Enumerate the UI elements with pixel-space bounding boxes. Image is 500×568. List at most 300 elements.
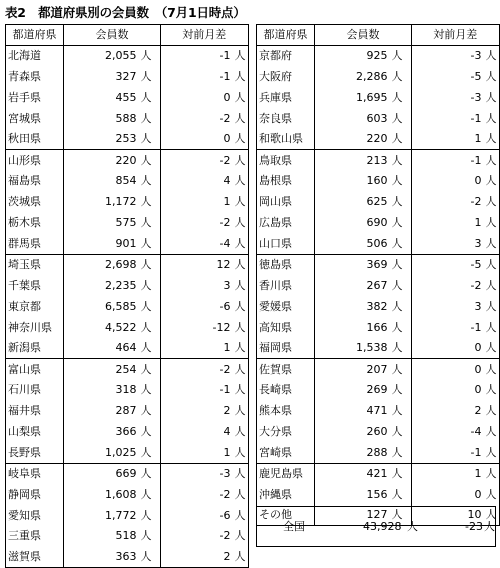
- table-row: [6, 484, 249, 505]
- member-count-cell: 267: [366, 278, 388, 292]
- month-diff-cell: -2: [219, 111, 231, 125]
- member-count-cell: 160: [366, 174, 388, 188]
- diff-unit-cell: 人: [485, 174, 497, 188]
- diff-unit-cell: 人: [484, 338, 500, 359]
- month-diff-cell: -2: [470, 195, 482, 209]
- diff-unit-cell: 人: [233, 442, 249, 463]
- member-count-cell: 269: [366, 383, 388, 397]
- prefecture-cell: 栃木県: [6, 213, 64, 234]
- month-diff-cell: -3: [470, 49, 482, 63]
- member-count-cell: 220: [115, 153, 137, 167]
- table-row: [6, 234, 249, 255]
- count-unit-cell: 人: [139, 192, 161, 213]
- count-unit-cell: 人: [139, 66, 161, 87]
- month-diff-cell: -6: [219, 299, 231, 313]
- total-diff: -23: [465, 520, 483, 533]
- header-prefecture: 都道府県: [6, 25, 64, 46]
- month-diff-cell: -1: [470, 111, 482, 125]
- member-count-cell: 6,585: [105, 299, 137, 313]
- member-count-cell: 625: [366, 195, 388, 209]
- diff-unit-cell: 人: [233, 234, 249, 255]
- diff-unit-cell: 人: [234, 508, 246, 522]
- member-count-cell: 288: [315, 442, 390, 463]
- header-member-count: 会員数: [315, 25, 412, 46]
- table-row: [6, 401, 249, 422]
- count-unit-cell: 人: [139, 150, 161, 171]
- prefecture-cell: 千葉県: [6, 275, 64, 296]
- count-unit-cell: 人: [390, 422, 412, 443]
- member-count-cell: 127: [366, 508, 388, 522]
- count-unit-cell: 人: [390, 234, 412, 255]
- diff-unit-cell: 人: [234, 258, 246, 272]
- prefecture-cell: 大阪府: [257, 66, 315, 87]
- table-row: [257, 484, 500, 505]
- prefecture-cell: 岐阜県: [6, 463, 64, 484]
- table-row: [257, 171, 500, 192]
- diff-unit-cell: 人: [485, 216, 497, 230]
- member-count-cell: 464: [64, 338, 139, 359]
- table-row: [257, 46, 500, 67]
- member-count-cell: 366: [115, 424, 137, 438]
- diff-unit-cell: 人: [485, 487, 497, 501]
- table-row: [6, 296, 249, 317]
- count-unit-cell: 人: [390, 338, 412, 359]
- count-unit-cell: 人: [139, 46, 161, 67]
- count-unit-cell: 人: [390, 150, 412, 171]
- diff-unit-cell: 人: [485, 383, 497, 397]
- diff-unit-cell: 人: [234, 529, 246, 543]
- table-row: [257, 317, 500, 338]
- count-unit-cell: 人: [390, 129, 412, 150]
- month-diff-cell: 1: [412, 129, 484, 150]
- prefecture-cell: 山梨県: [6, 422, 64, 443]
- month-diff-cell: -2: [219, 362, 231, 376]
- prefecture-cell: 岡山県: [257, 192, 315, 213]
- total-diff-unit: 人: [484, 520, 495, 533]
- header-month-diff: 対前月差: [412, 25, 500, 46]
- table-row: [257, 87, 500, 108]
- prefecture-cell: 広島県: [257, 213, 315, 234]
- member-count-cell: 588: [115, 111, 137, 125]
- member-count-cell: 690: [366, 216, 388, 230]
- month-diff-cell: 4: [223, 174, 231, 188]
- prefecture-cell: 埼玉県: [6, 254, 64, 275]
- member-count-cell: 382: [366, 299, 388, 313]
- member-count-cell: 471: [366, 404, 388, 418]
- table-row: [6, 108, 249, 129]
- table-row: [257, 442, 500, 463]
- national-total-box: [256, 506, 496, 547]
- member-count-cell: 1,025: [64, 442, 139, 463]
- table-row: [6, 422, 249, 443]
- table-row: [6, 547, 249, 568]
- table-row: [6, 254, 249, 275]
- prefecture-cell: 高知県: [257, 317, 315, 338]
- table-title: 表2 都道府県別の会員数 （7月1日時点）: [5, 5, 246, 20]
- diff-unit-cell: 人: [234, 174, 246, 188]
- month-diff-cell: -1: [219, 49, 231, 63]
- count-unit-cell: 人: [390, 213, 412, 234]
- diff-unit-cell: 人: [485, 195, 497, 209]
- member-count-cell: 260: [366, 424, 388, 438]
- prefecture-cell: 北海道: [6, 46, 64, 67]
- month-diff-cell: 0: [474, 362, 482, 376]
- count-unit-cell: 人: [390, 192, 412, 213]
- prefecture-cell: 愛知県: [6, 505, 64, 526]
- prefecture-cell: 大分県: [257, 422, 315, 443]
- count-unit-cell: 人: [390, 171, 412, 192]
- table-row: [257, 66, 500, 87]
- member-count-cell: 575: [115, 216, 137, 230]
- table-row: [6, 150, 249, 171]
- diff-unit-cell: 人: [485, 69, 497, 83]
- month-diff-cell: -2: [219, 216, 231, 230]
- month-diff-cell: -1: [219, 383, 231, 397]
- month-diff-cell: 0: [474, 383, 482, 397]
- member-count-cell: 925: [366, 49, 388, 63]
- diff-unit-cell: 人: [485, 278, 497, 292]
- member-count-cell: 2,286: [356, 69, 388, 83]
- count-unit-cell: 人: [139, 505, 161, 526]
- diff-unit-cell: 人: [233, 129, 249, 150]
- count-unit-cell: 人: [390, 296, 412, 317]
- count-unit-cell: 人: [390, 463, 412, 484]
- month-diff-cell: 1: [474, 467, 482, 480]
- count-unit-cell: 人: [390, 442, 412, 463]
- member-count-cell: 2,235: [105, 278, 137, 292]
- count-unit-cell: 人: [390, 66, 412, 87]
- count-unit-cell: 人: [139, 254, 161, 275]
- prefecture-cell: 富山県: [6, 359, 64, 380]
- prefecture-cell: 兵庫県: [257, 87, 315, 108]
- prefecture-cell: 京都府: [257, 46, 315, 67]
- month-diff-cell: -1: [470, 320, 482, 334]
- diff-unit-cell: 人: [485, 424, 497, 438]
- member-count-cell: 156: [366, 487, 388, 501]
- table-row: [257, 359, 500, 380]
- count-unit-cell: 人: [390, 317, 412, 338]
- member-count-cell: 1,695: [356, 90, 388, 104]
- month-diff-cell: -3: [219, 467, 231, 480]
- diff-unit-cell: 人: [234, 195, 246, 209]
- member-count-cell: 603: [366, 111, 388, 125]
- count-unit-cell: 人: [139, 463, 161, 484]
- member-count-cell: 207: [366, 362, 388, 376]
- member-count-cell: 363: [64, 547, 139, 568]
- count-unit-cell: 人: [139, 275, 161, 296]
- diff-unit-cell: 人: [485, 258, 497, 272]
- header-member-count: 会員数: [64, 25, 161, 46]
- total-count: 43,928: [363, 520, 402, 533]
- diff-unit-cell: 人: [234, 216, 246, 230]
- member-count-cell: 4,522: [105, 320, 137, 334]
- prefecture-cell: 福島県: [6, 171, 64, 192]
- count-unit-cell: 人: [390, 359, 412, 380]
- month-diff-cell: -3: [470, 90, 482, 104]
- prefecture-cell: 石川県: [6, 380, 64, 401]
- diff-unit-cell: 人: [485, 299, 497, 313]
- diff-unit-cell: 人: [234, 320, 246, 334]
- count-unit-cell: 人: [390, 484, 412, 505]
- diff-unit-cell: 人: [485, 153, 497, 167]
- table-row: [6, 192, 249, 213]
- table-row: [257, 422, 500, 443]
- count-unit-cell: 人: [390, 254, 412, 275]
- count-unit-cell: 人: [139, 317, 161, 338]
- prefecture-cell: 福岡県: [257, 338, 315, 359]
- table-row: [6, 66, 249, 87]
- month-diff-cell: 0: [474, 174, 482, 188]
- prefecture-cell: 沖縄県: [257, 484, 315, 505]
- prefecture-cell: 長野県: [6, 442, 64, 463]
- prefecture-cell: 宮城県: [6, 108, 64, 129]
- diff-unit-cell: 人: [485, 49, 497, 63]
- table-row: [6, 442, 249, 463]
- diff-unit-cell: 人: [234, 153, 246, 167]
- table-row: [257, 234, 500, 255]
- diff-unit-cell: 人: [485, 362, 497, 376]
- month-diff-cell: 1: [223, 195, 231, 209]
- table-row: [6, 129, 249, 150]
- prefecture-cell: その他: [257, 505, 315, 526]
- diff-unit-cell: 人: [484, 442, 500, 463]
- month-diff-cell: -4: [470, 424, 482, 438]
- header-prefecture: 都道府県: [257, 25, 315, 46]
- table-row: [257, 254, 500, 275]
- table-row: [6, 317, 249, 338]
- count-unit-cell: 人: [139, 484, 161, 505]
- member-count-cell: 220: [315, 129, 390, 150]
- month-diff-cell: -6: [219, 508, 231, 522]
- diff-unit-cell: 人: [234, 467, 246, 480]
- member-count-cell: 901: [64, 234, 139, 255]
- diff-unit-cell: 人: [234, 383, 246, 397]
- member-count-cell: 318: [115, 383, 137, 397]
- count-unit-cell: 人: [139, 171, 161, 192]
- diff-unit-cell: 人: [234, 299, 246, 313]
- count-unit-cell: 人: [390, 505, 412, 526]
- diff-unit-cell: 人: [234, 487, 246, 501]
- diff-unit-cell: 人: [485, 90, 497, 104]
- month-diff-cell: -1: [470, 153, 482, 167]
- table-row: [257, 108, 500, 129]
- count-unit-cell: 人: [139, 422, 161, 443]
- member-count-cell: 2,055: [105, 49, 137, 63]
- member-count-cell: 1,538: [315, 338, 390, 359]
- member-count-cell: 327: [115, 69, 137, 83]
- table-row: [257, 150, 500, 171]
- month-diff-cell: 1: [474, 216, 482, 230]
- prefecture-cell: 熊本県: [257, 401, 315, 422]
- table-row: [257, 275, 500, 296]
- month-diff-cell: 0: [161, 129, 233, 150]
- prefecture-cell: 鳥取県: [257, 150, 315, 171]
- diff-unit-cell: 人: [485, 404, 497, 418]
- table-row: [257, 296, 500, 317]
- prefecture-cell: 徳島県: [257, 254, 315, 275]
- month-diff-cell: -4: [161, 234, 233, 255]
- prefecture-cell: 宮崎県: [257, 442, 315, 463]
- prefecture-cell: 山形県: [6, 150, 64, 171]
- month-diff-cell: 1: [161, 338, 233, 359]
- prefecture-cell: 鹿児島県: [257, 463, 315, 484]
- diff-unit-cell: 人: [233, 338, 249, 359]
- count-unit-cell: 人: [139, 108, 161, 129]
- month-diff-cell: 3: [412, 234, 484, 255]
- member-count-cell: 287: [115, 404, 137, 418]
- diff-unit-cell: 人: [234, 69, 246, 83]
- member-count-cell: 1,772: [105, 508, 137, 522]
- diff-unit-cell: 人: [234, 111, 246, 125]
- member-count-cell: 369: [366, 258, 388, 272]
- table-row: [6, 463, 249, 484]
- month-diff-cell: 0: [412, 338, 484, 359]
- prefecture-cell: 滋賀県: [6, 547, 64, 568]
- member-count-cell: 506: [315, 234, 390, 255]
- count-unit-cell: 人: [139, 526, 161, 547]
- prefecture-cell: 神奈川県: [6, 317, 64, 338]
- count-unit-cell: 人: [139, 547, 161, 568]
- month-diff-cell: -1: [412, 442, 484, 463]
- prefecture-cell: 山口県: [257, 234, 315, 255]
- month-diff-cell: -12: [212, 320, 231, 334]
- month-diff-cell: -2: [219, 487, 231, 501]
- diff-unit-cell: 人: [234, 278, 246, 292]
- total-count-unit: 人: [407, 520, 418, 533]
- prefecture-cell: 和歌山県: [257, 129, 315, 150]
- month-diff-cell: 12: [216, 258, 231, 272]
- diff-unit-cell: 人: [233, 547, 249, 568]
- table-row: [6, 338, 249, 359]
- month-diff-cell: -1: [219, 69, 231, 83]
- member-count-cell: 254: [115, 362, 137, 376]
- prefecture-cell: 島根県: [257, 171, 315, 192]
- member-count-cell: 421: [366, 467, 388, 480]
- count-unit-cell: 人: [390, 401, 412, 422]
- member-count-cell: 1,608: [105, 487, 137, 501]
- month-diff-cell: -5: [470, 258, 482, 272]
- member-count-cell: 166: [366, 320, 388, 334]
- member-count-cell: 213: [366, 153, 388, 167]
- members-table-right: [256, 24, 500, 526]
- count-unit-cell: 人: [390, 380, 412, 401]
- prefecture-cell: 茨城県: [6, 192, 64, 213]
- table-row: [257, 192, 500, 213]
- member-count-cell: 854: [115, 174, 137, 188]
- month-diff-cell: 2: [474, 404, 482, 418]
- count-unit-cell: 人: [390, 87, 412, 108]
- member-count-cell: 253: [64, 129, 139, 150]
- count-unit-cell: 人: [139, 359, 161, 380]
- diff-unit-cell: 人: [234, 90, 246, 104]
- month-diff-cell: 0: [474, 487, 482, 501]
- total-label: 全国: [283, 520, 305, 533]
- month-diff-cell: 2: [223, 404, 231, 418]
- prefecture-cell: 三重県: [6, 526, 64, 547]
- diff-unit-cell: 人: [234, 49, 246, 63]
- table-row: [257, 380, 500, 401]
- count-unit-cell: 人: [139, 380, 161, 401]
- table-row: [6, 87, 249, 108]
- month-diff-cell: -2: [219, 529, 231, 543]
- count-unit-cell: 人: [139, 338, 161, 359]
- header-month-diff: 対前月差: [161, 25, 249, 46]
- count-unit-cell: 人: [139, 129, 161, 150]
- table-row: [257, 213, 500, 234]
- prefecture-cell: 奈良県: [257, 108, 315, 129]
- count-unit-cell: 人: [139, 87, 161, 108]
- diff-unit-cell: 人: [234, 362, 246, 376]
- prefecture-cell: 東京都: [6, 296, 64, 317]
- month-diff-cell: 1: [161, 442, 233, 463]
- table-row: [6, 505, 249, 526]
- month-diff-cell: -5: [470, 69, 482, 83]
- table-row: [257, 129, 500, 150]
- members-table-left: [5, 24, 249, 568]
- table-row: [257, 401, 500, 422]
- count-unit-cell: 人: [139, 296, 161, 317]
- month-diff-cell: -2: [470, 278, 482, 292]
- prefecture-cell: 静岡県: [6, 484, 64, 505]
- prefecture-cell: 長崎県: [257, 380, 315, 401]
- table-row: [257, 338, 500, 359]
- prefecture-cell: 福井県: [6, 401, 64, 422]
- prefecture-cell: 愛媛県: [257, 296, 315, 317]
- prefecture-cell: 新潟県: [6, 338, 64, 359]
- table-row: [6, 380, 249, 401]
- prefecture-cell: 香川県: [257, 275, 315, 296]
- month-diff-cell: 10: [467, 508, 482, 522]
- diff-unit-cell: 人: [485, 111, 497, 125]
- table-row: [6, 275, 249, 296]
- table-row: [6, 213, 249, 234]
- month-diff-cell: 4: [223, 424, 231, 438]
- diff-unit-cell: 人: [485, 320, 497, 334]
- prefecture-cell: 佐賀県: [257, 359, 315, 380]
- diff-unit-cell: 人: [485, 467, 497, 480]
- diff-unit-cell: 人: [484, 129, 500, 150]
- table-row: [6, 526, 249, 547]
- member-count-cell: 455: [115, 90, 137, 104]
- month-diff-cell: 2: [161, 547, 233, 568]
- count-unit-cell: 人: [139, 401, 161, 422]
- count-unit-cell: 人: [390, 46, 412, 67]
- month-diff-cell: 3: [223, 278, 231, 292]
- member-count-cell: 518: [115, 529, 137, 543]
- diff-unit-cell: 人: [234, 404, 246, 418]
- table-row: [257, 463, 500, 484]
- prefecture-cell: 群馬県: [6, 234, 64, 255]
- count-unit-cell: 人: [390, 108, 412, 129]
- count-unit-cell: 人: [139, 442, 161, 463]
- diff-unit-cell: 人: [234, 424, 246, 438]
- month-diff-cell: -2: [219, 153, 231, 167]
- member-count-cell: 669: [115, 467, 137, 480]
- prefecture-cell: 青森県: [6, 66, 64, 87]
- table-row: [6, 171, 249, 192]
- count-unit-cell: 人: [139, 234, 161, 255]
- count-unit-cell: 人: [139, 213, 161, 234]
- count-unit-cell: 人: [390, 275, 412, 296]
- table-row: [6, 46, 249, 67]
- diff-unit-cell: 人: [485, 508, 497, 522]
- table-row: [6, 359, 249, 380]
- prefecture-cell: 岩手県: [6, 87, 64, 108]
- month-diff-cell: 0: [223, 90, 231, 104]
- member-count-cell: 1,172: [105, 195, 137, 209]
- prefecture-cell: 秋田県: [6, 129, 64, 150]
- month-diff-cell: 3: [474, 299, 482, 313]
